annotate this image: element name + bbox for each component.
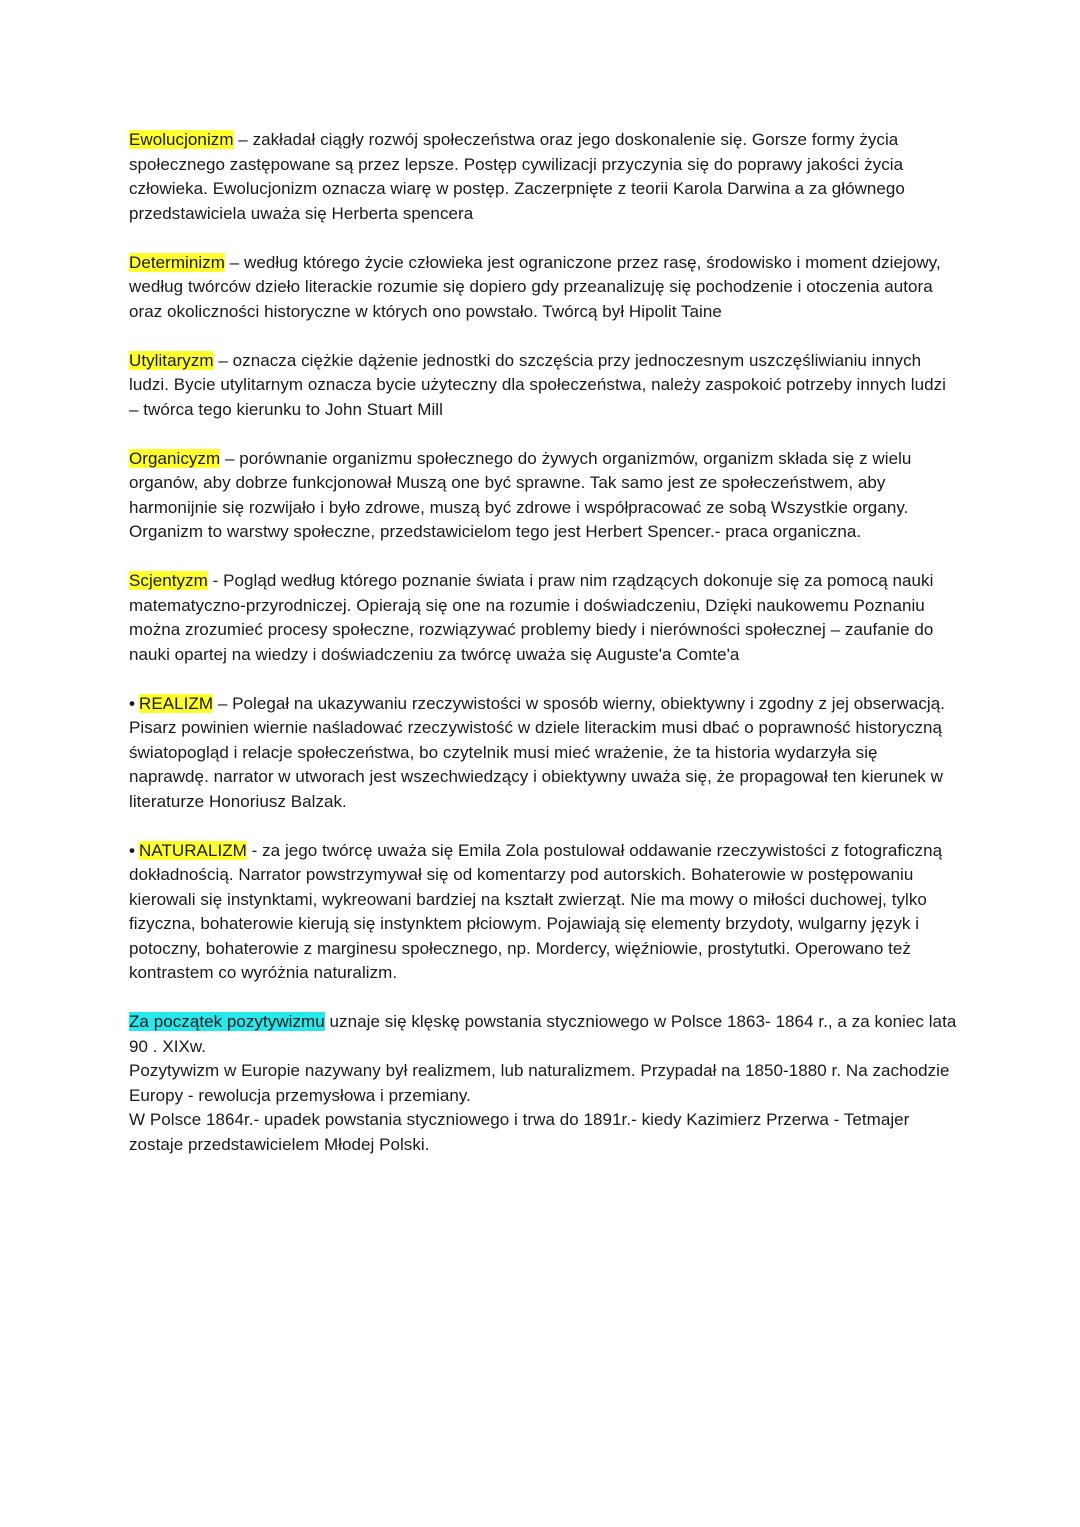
paragraph-body: – według którego życie człowieka jest ograniczone przez rasę, środowisko i moment dziejowy, według twórców dzieło literackie rozumie się dopiero gdy przeanalizuję się pochodzenie i otoczenia autora oraz okoliczności historyczne w których ono powstało. Twórcą był Hipolit Taine	[129, 252, 941, 321]
paragraph-naturalizm	[129, 839, 959, 986]
paragraph-body: – oznacza ciężkie dążenie jednostki do szczęścia przy jednoczesnym uszczęśliwianiu innych ludzi. Bycie utylitarnym oznacza bycie użyteczny dla społeczeństwa, należy zaspokoić potrzeby innych ludzi – twórca tego kierunku to John Stuart Mill	[129, 350, 946, 419]
paragraph-line: Pozytywizm w Europie nazywany był realizmem, lub naturalizmem. Przypadał na 1850-1880 r. Na zachodzie Europy - rewolucja przemysłowa i przemiany.	[129, 1061, 950, 1105]
paragraph-pozytywizm	[129, 1010, 959, 1157]
paragraph-body: - za jego twórcę uważa się Emila Zola postulował oddawanie rzeczywistości z fotograficzną dokładnością. Narrator powstrzymywał się od komentarzy pod autorskich. Bohaterowie w postępowaniu kierowali się instynktami, wykreowani bardziej na kształt zwierząt. Nie ma mowy o miłości duchowej, tylko fizyczna, bohaterowie kierują się instynktem płciowym. Pojawiają się elementy brzydoty, wulgarny język i potoczny, bohaterowie z marginesu społecznego, np. Mordercy, więźniowie, prostytutki. Operowano też kontrastem co wyróżnia naturalizm.	[129, 840, 943, 982]
paragraph-realizm	[129, 692, 959, 815]
paragraph-body: – porównanie organizmu społecznego do żywych organizmów, organizm składa się z wielu organów, aby dobrze funkcjonował Muszą one być sprawne. Tak samo jest ze społeczeństwem, aby harmonijnie się rozwijało i było zdrowe, muszą być zdrowe i współpracować ze sobą Wszystkie organy. Organizm to warstwy społeczne, przedstawicielom tego jest Herbert Spencer.- praca organiczna.	[129, 448, 912, 541]
paragraph-line: W Polsce 1864r.- upadek powstania styczniowego i trwa do 1891r.- kiedy Kazimierz Przerwa - Tetmajer zostaje przedstawicielem Młodej Polski.	[129, 1110, 910, 1154]
term-highlight: Organicyzm	[129, 448, 221, 468]
bullet-icon: •	[129, 693, 136, 713]
paragraph-ewolucjonizm	[129, 128, 959, 226]
paragraph-body: uznaje się klęskę powstania styczniowego w Polsce 1863- 1864 r., a za koniec lata 90 . XIXw.	[129, 1012, 957, 1056]
paragraph-body: – Polegał na ukazywaniu rzeczywistości w sposób wierny, obiektywny i zgodny z jej obserwacją. Pisarz powinien wiernie naśladować rzeczywistość w dziele literackim musi dbać o poprawność historyczną światopogląd i relacje społeczeństwa, bo czytelnik musi mieć wrażenie, że ta historia wydarzyła się naprawdę. narrator w utworach jest wszechwiedzący i obiektywny uważa się, że propagował ten kierunek w literaturze Honoriusz Balzak.	[129, 693, 945, 811]
paragraph-organicyzm	[129, 447, 959, 545]
term-highlight-cyan: Za początek pozytywizmu	[129, 1012, 325, 1031]
document-page	[129, 128, 959, 1182]
term-highlight: Scjentyzm	[129, 571, 208, 590]
term-highlight: Determinizm	[129, 252, 225, 272]
paragraph-scjentyzm	[129, 569, 959, 667]
term-highlight: REALIZM	[139, 693, 214, 713]
term-highlight: Ewolucjonizm	[129, 130, 234, 149]
paragraph-determinizm	[129, 251, 959, 325]
paragraph-body: – zakładał ciągły rozwój społeczeństwa oraz jego doskonalenie się. Gorsze formy życia społecznego zastępowane są przez lepsze. Postęp cywilizacji przyczynia się do poprawy jakości życia człowieka. Ewolucjonizm oznacza wiarę w postęp. Zaczerpnięte z teorii Karola Darwina a za głównego przedstawiciela uważa się Herberta spencera	[129, 130, 905, 223]
term-highlight: Utylitaryzm	[129, 350, 214, 370]
paragraph-utylitaryzm	[129, 349, 959, 423]
term-highlight: NATURALIZM	[139, 840, 247, 860]
paragraph-body: - Pogląd według którego poznanie świata i praw nim rządzących dokonuje się za pomocą nauki matematyczno-przyrodniczej. Opierają się one na rozumie i doświadczeniu, Dzięki naukowemu Poznaniu można zrozumieć procesy społeczne, rozwiązywać problemy biedy i nierówności społecznej – zaufanie do nauki opartej na wiedzy i doświadczeniu za twórcę uważa się Auguste'a Comte'a	[129, 571, 934, 664]
bullet-icon: •	[129, 840, 136, 860]
